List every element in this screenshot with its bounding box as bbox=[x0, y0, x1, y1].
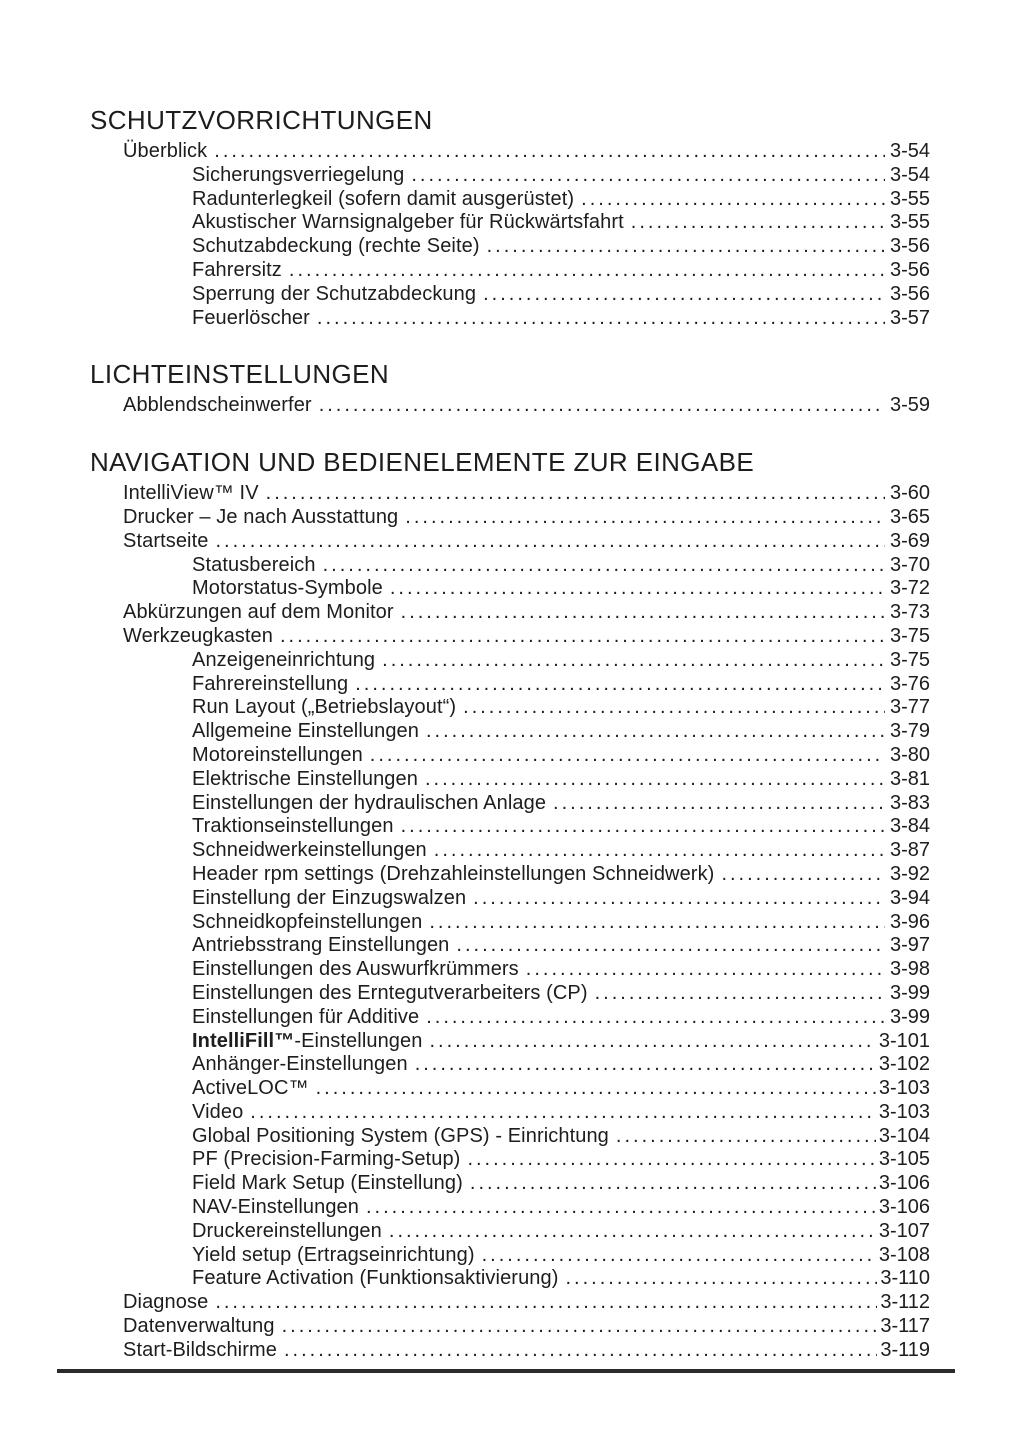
toc-entry bbox=[90, 1172, 930, 1196]
section-heading: LICHTEINSTELLUNGEN bbox=[90, 359, 390, 390]
toc-entry-page: 3-56 bbox=[889, 258, 930, 281]
toc-entry-page: 3-65 bbox=[889, 505, 930, 528]
toc-entry-page: 3-112 bbox=[880, 1291, 930, 1314]
toc-entry-page: 3-60 bbox=[889, 482, 930, 505]
dot-leader bbox=[553, 792, 885, 816]
dot-leader bbox=[456, 934, 885, 958]
toc-entry-page: 3-106 bbox=[878, 1196, 930, 1219]
toc-entry-page: 3-72 bbox=[889, 577, 930, 600]
section-entries bbox=[90, 140, 930, 330]
toc-entry-title: Akustischer Warnsignalgeber für Rückwärtsfahrt bbox=[192, 211, 624, 234]
toc-entry-page: 3-119 bbox=[880, 1338, 930, 1361]
toc-entry bbox=[90, 1030, 930, 1054]
dot-leader bbox=[425, 768, 885, 792]
toc-entry bbox=[90, 307, 930, 331]
toc-entry-page: 3-99 bbox=[889, 1005, 930, 1028]
toc-entry-title: Schneidkopfeinstellungen bbox=[192, 910, 423, 933]
toc-entry-page: 3-76 bbox=[889, 672, 930, 695]
toc-entry-title: Feature Activation (Funktionsaktivierung) bbox=[192, 1267, 559, 1290]
dot-leader bbox=[282, 1315, 878, 1339]
toc-entry bbox=[90, 982, 930, 1006]
toc-entry-page: 3-79 bbox=[889, 720, 930, 743]
toc-entry bbox=[90, 1125, 930, 1149]
toc-entry bbox=[90, 958, 930, 982]
toc-entry-page: 3-57 bbox=[889, 306, 930, 329]
dot-leader bbox=[317, 307, 885, 331]
toc-entry-page: 3-117 bbox=[880, 1315, 930, 1338]
toc-entry bbox=[90, 1101, 930, 1125]
toc-entry-title: Field Mark Setup (Einstellung) bbox=[192, 1172, 463, 1195]
dot-leader bbox=[266, 482, 885, 506]
toc-entry-page: 3-87 bbox=[889, 839, 930, 862]
toc-entry-page: 3-99 bbox=[889, 981, 930, 1004]
toc-entry bbox=[90, 744, 930, 768]
toc-entry-page: 3-94 bbox=[889, 886, 930, 909]
dot-leader bbox=[401, 601, 885, 625]
toc-entry bbox=[90, 1291, 930, 1315]
toc-entry bbox=[90, 283, 930, 307]
toc-entry-title: Header rpm settings (Drehzahleinstellungen Schneidwerk) bbox=[192, 862, 715, 885]
dot-leader bbox=[581, 188, 885, 212]
toc-entry-title: Schneidwerkeinstellungen bbox=[192, 839, 427, 862]
toc-entry bbox=[90, 649, 930, 673]
toc-entry-title: Motoreinstellungen bbox=[192, 743, 363, 766]
dot-leader bbox=[289, 259, 885, 283]
toc-entry-title: Einstellungen des Erntegutverarbeiters (CP) bbox=[192, 981, 588, 1004]
toc-entry bbox=[90, 720, 930, 744]
toc-entry bbox=[90, 506, 930, 530]
toc-entry bbox=[90, 1267, 930, 1291]
dot-leader bbox=[215, 1291, 877, 1315]
toc-entry-title: Drucker – Je nach Ausstattung bbox=[123, 505, 399, 528]
toc-entry bbox=[90, 259, 930, 283]
toc-entry bbox=[90, 887, 930, 911]
toc-entry-title: Druckereinstellungen bbox=[192, 1219, 382, 1242]
toc-entry bbox=[90, 696, 930, 720]
toc-entry-title: IntelliView™ IV bbox=[123, 482, 259, 505]
toc-entry-title: Motorstatus-Symbole bbox=[192, 577, 383, 600]
toc-entry-page: 3-92 bbox=[889, 862, 930, 885]
toc-entry-title: Sicherungsverriegelung bbox=[192, 163, 405, 186]
dot-leader bbox=[487, 235, 885, 259]
toc-entry-page: 3-101 bbox=[878, 1029, 930, 1052]
toc-entry-page: 3-108 bbox=[878, 1243, 930, 1266]
section-entries bbox=[90, 482, 930, 1362]
toc-entry bbox=[90, 1220, 930, 1244]
dot-leader bbox=[426, 1006, 885, 1030]
toc-entry-page: 3-54 bbox=[889, 163, 930, 186]
toc-entry-page: 3-97 bbox=[889, 934, 930, 957]
toc-entry-page: 3-107 bbox=[878, 1219, 930, 1242]
toc-entry-title: Statusbereich bbox=[192, 553, 316, 576]
toc-entry-title: Werkzeugkasten bbox=[123, 624, 273, 647]
toc-entry-page: 3-59 bbox=[889, 394, 930, 417]
toc-entry-page: 3-56 bbox=[889, 282, 930, 305]
dot-leader bbox=[366, 1196, 876, 1220]
dot-leader bbox=[250, 1101, 876, 1125]
dot-leader bbox=[370, 744, 885, 768]
toc-entry-page: 3-96 bbox=[889, 910, 930, 933]
toc-entry-title: Start-Bildschirme bbox=[123, 1338, 277, 1361]
toc-entry-page: 3-77 bbox=[889, 696, 930, 719]
toc-section bbox=[90, 358, 930, 418]
dot-leader bbox=[483, 283, 885, 307]
toc-entry-title: Allgemeine Einstellungen bbox=[192, 720, 419, 743]
toc-entry-page: 3-75 bbox=[889, 624, 930, 647]
toc-entry-page: 3-98 bbox=[889, 958, 930, 981]
toc-entry bbox=[90, 1339, 930, 1363]
toc-entry-page: 3-70 bbox=[889, 553, 930, 576]
toc-entry-page: 3-56 bbox=[889, 235, 930, 258]
toc-entry-page: 3-81 bbox=[889, 767, 930, 790]
dot-leader bbox=[389, 1220, 876, 1244]
dot-leader bbox=[280, 625, 885, 649]
toc-entry bbox=[90, 673, 930, 697]
toc-entry bbox=[90, 815, 930, 839]
section-entries bbox=[90, 394, 930, 418]
toc-entry-title: Feuerlöscher bbox=[192, 306, 310, 329]
toc-entry-title: Traktionseinstellungen bbox=[192, 815, 394, 838]
toc-entry-page: 3-105 bbox=[878, 1148, 930, 1171]
toc-entry-title: Abkürzungen auf dem Monitor bbox=[123, 601, 394, 624]
dot-leader bbox=[316, 1077, 876, 1101]
dot-leader bbox=[411, 164, 885, 188]
toc-entry-title: ActiveLOC™ bbox=[192, 1077, 309, 1100]
toc-entry bbox=[90, 934, 930, 958]
dot-leader bbox=[470, 1172, 876, 1196]
toc-entry-title: Sperrung der Schutzabdeckung bbox=[192, 282, 477, 305]
section-heading: SCHUTZVORRICHTUNGEN bbox=[90, 105, 433, 135]
toc-entry bbox=[90, 1006, 930, 1030]
toc-entry bbox=[90, 164, 930, 188]
toc-entry-title: Elektrische Einstellungen bbox=[192, 767, 418, 790]
toc-section bbox=[90, 104, 930, 330]
dot-leader bbox=[434, 839, 885, 863]
toc-entry-page: 3-84 bbox=[889, 815, 930, 838]
dot-leader bbox=[429, 1030, 875, 1054]
toc-entry-title: Schutzabdeckung (rechte Seite) bbox=[192, 235, 480, 258]
toc-entry-title: Diagnose bbox=[123, 1291, 209, 1314]
bottom-rule bbox=[57, 1369, 955, 1373]
dot-leader bbox=[215, 530, 885, 554]
toc-entry bbox=[90, 482, 930, 506]
toc-entry-title: Einstellungen des Auswurfkrümmers bbox=[192, 958, 519, 981]
toc-entry-title: Abblendscheinwerfer bbox=[123, 394, 312, 417]
toc-entry bbox=[90, 863, 930, 887]
toc-entry-title: Antriebsstrang Einstellungen bbox=[192, 934, 450, 957]
toc-entry bbox=[90, 530, 930, 554]
dot-leader bbox=[595, 982, 885, 1006]
dot-leader bbox=[390, 577, 885, 601]
dot-leader bbox=[323, 554, 885, 578]
dot-leader bbox=[463, 696, 885, 720]
toc-entry bbox=[90, 235, 930, 259]
toc-entry bbox=[90, 1315, 930, 1339]
toc-section bbox=[90, 446, 930, 1362]
toc-entry-page: 3-103 bbox=[878, 1100, 930, 1123]
dot-leader bbox=[473, 887, 885, 911]
toc-entry bbox=[90, 394, 930, 418]
dot-leader bbox=[482, 1244, 876, 1268]
toc-entry bbox=[90, 211, 930, 235]
toc-entry bbox=[90, 1077, 930, 1101]
toc-entry-title: PF (Precision-Farming-Setup) bbox=[192, 1148, 461, 1171]
toc-entry bbox=[90, 1196, 930, 1220]
toc-entry-title: Fahrersitz bbox=[192, 258, 282, 281]
dot-leader bbox=[467, 1148, 875, 1172]
toc-entry-title: Anzeigeneinrichtung bbox=[192, 648, 376, 671]
toc-entry-page: 3-73 bbox=[889, 601, 930, 624]
toc-entry bbox=[90, 188, 930, 212]
dot-leader bbox=[401, 815, 885, 839]
dot-leader bbox=[355, 673, 885, 697]
dot-leader bbox=[631, 211, 885, 235]
toc-entry-page: 3-83 bbox=[889, 791, 930, 814]
toc-entry-page: 3-106 bbox=[878, 1172, 930, 1195]
dot-leader bbox=[566, 1267, 878, 1291]
toc-entry-title: Video bbox=[192, 1100, 244, 1123]
toc-entry-title-rest: -Einstellungen bbox=[294, 1029, 423, 1052]
toc-entry-page: 3-54 bbox=[889, 140, 930, 162]
toc-entry bbox=[90, 1244, 930, 1268]
toc-entry-title: Einstellung der Einzugswalzen bbox=[192, 886, 467, 909]
toc-entry-title: NAV-Einstellungen bbox=[192, 1196, 359, 1219]
toc-entry-page: 3-69 bbox=[889, 529, 930, 552]
toc-entry-title: Run Layout („Betriebslayout“) bbox=[192, 696, 457, 719]
toc-entry-page: 3-102 bbox=[878, 1053, 930, 1076]
dot-leader bbox=[405, 506, 885, 530]
toc-entry-title: Überblick bbox=[123, 140, 208, 162]
toc-entry-title: Anhänger-Einstellungen bbox=[192, 1053, 408, 1076]
toc-entry-title: Global Positioning System (GPS) - Einrichtung bbox=[192, 1124, 609, 1147]
dot-leader bbox=[616, 1125, 876, 1149]
dot-leader bbox=[526, 958, 885, 982]
dot-leader bbox=[415, 1053, 876, 1077]
toc-entry-title: Einstellungen für Additive bbox=[192, 1005, 420, 1028]
toc-entry-title: Einstellungen der hydraulischen Anlage bbox=[192, 791, 547, 814]
toc-entry-page: 3-104 bbox=[878, 1124, 930, 1147]
toc-entry bbox=[90, 839, 930, 863]
toc-entry-title: Radunterlegkeil (sofern damit ausgerüstet) bbox=[192, 187, 575, 210]
toc-entry-title-bold: IntelliFill™ bbox=[192, 1029, 295, 1052]
toc-entry-title: Yield setup (Ertragseinrichtung) bbox=[192, 1243, 475, 1266]
toc-entry bbox=[90, 792, 930, 816]
toc-entry bbox=[90, 911, 930, 935]
toc-entry bbox=[90, 577, 930, 601]
dot-leader bbox=[426, 720, 885, 744]
toc-entry-page: 3-55 bbox=[889, 187, 930, 210]
toc-entry bbox=[90, 1148, 930, 1172]
dot-leader bbox=[214, 140, 885, 164]
toc-entry-title: Startseite bbox=[123, 529, 209, 552]
dot-leader bbox=[284, 1339, 877, 1363]
toc-entry-page: 3-55 bbox=[889, 211, 930, 234]
toc-entry bbox=[90, 554, 930, 578]
toc-entry-page: 3-103 bbox=[878, 1077, 930, 1100]
toc-entry-page: 3-75 bbox=[889, 648, 930, 671]
dot-leader bbox=[382, 649, 885, 673]
toc-entry bbox=[90, 140, 930, 164]
toc-entry-title: Datenverwaltung bbox=[123, 1315, 275, 1338]
dot-leader bbox=[721, 863, 885, 887]
dot-leader bbox=[319, 394, 885, 418]
section-heading: NAVIGATION UND BEDIENELEMENTE ZUR EINGABE bbox=[90, 447, 755, 478]
toc-entry bbox=[90, 601, 930, 625]
toc-entry-title: Fahrereinstellung bbox=[192, 672, 349, 695]
toc-entry-page: 3-110 bbox=[880, 1267, 930, 1290]
toc-entry-title bbox=[192, 1030, 422, 1054]
toc-entry bbox=[90, 625, 930, 649]
toc-entry bbox=[90, 1053, 930, 1077]
toc-entry-page: 3-80 bbox=[889, 743, 930, 766]
toc-entry bbox=[90, 768, 930, 792]
dot-leader bbox=[429, 911, 885, 935]
